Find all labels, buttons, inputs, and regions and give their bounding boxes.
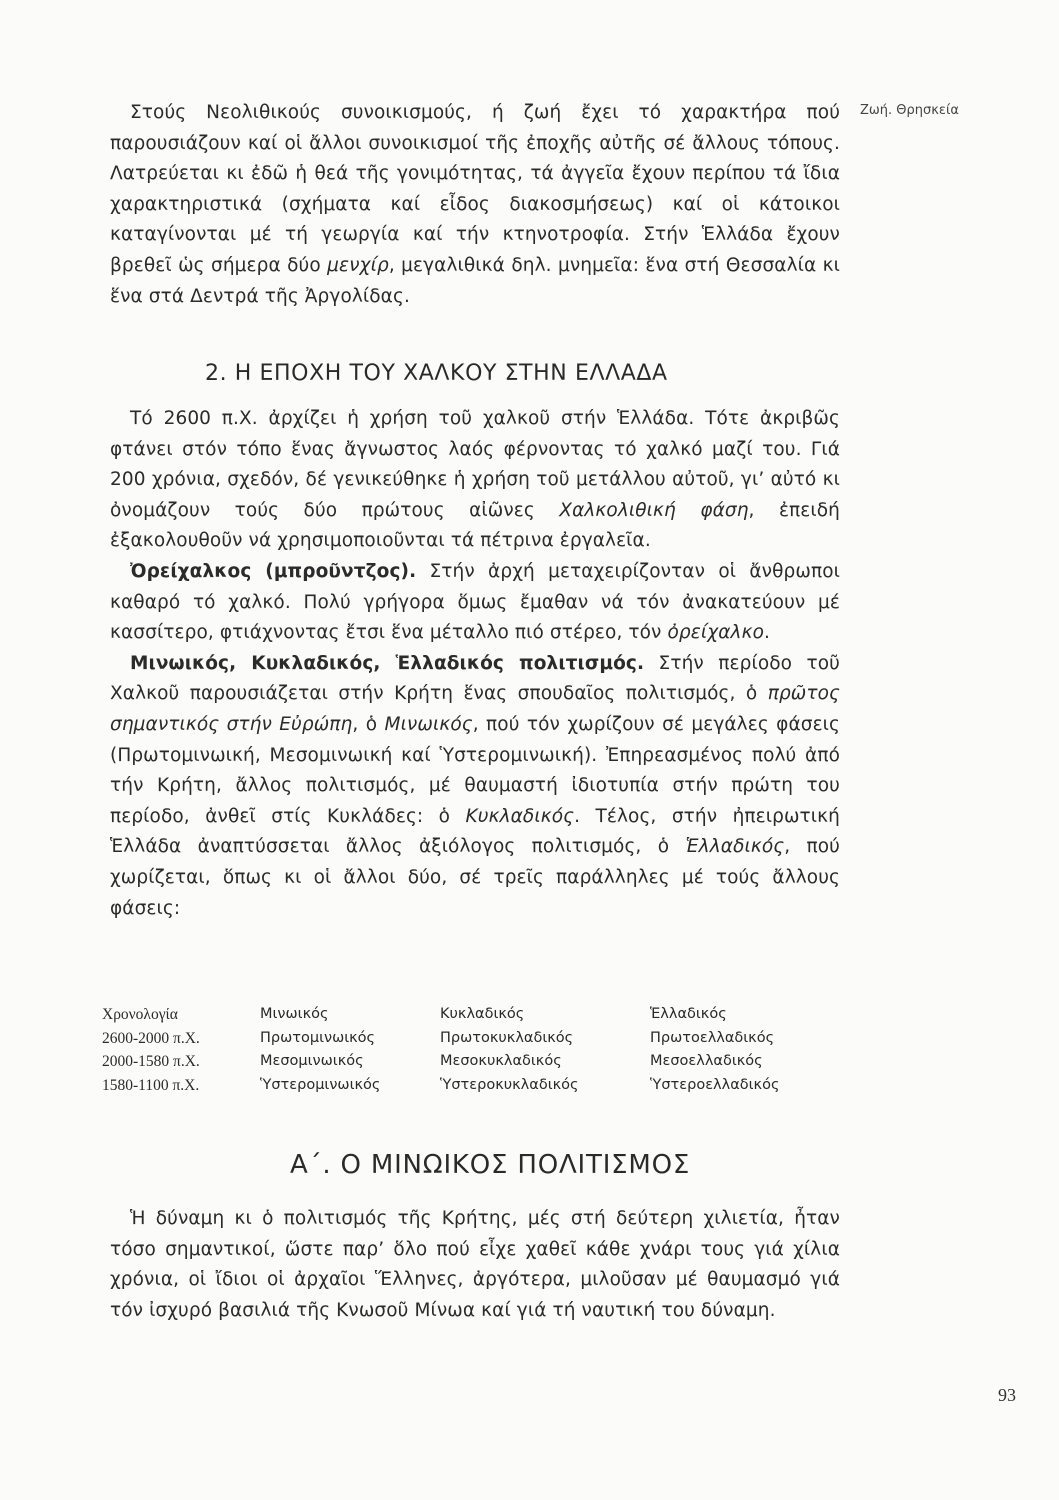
header-cell: Ἑλλαδικός bbox=[650, 1006, 727, 1022]
table-cell: Πρωτοελλαδικός bbox=[650, 1029, 775, 1046]
table-row bbox=[102, 1053, 779, 1077]
table-cell: Πρωτοκυκλαδικός bbox=[440, 1029, 574, 1046]
header-cell: Χρονολογία bbox=[102, 1006, 178, 1023]
p2-text-a: Στήν ἀρχή μεταχειρίζονταν οἱ ἄνθρωποι καθαρό τό χαλκό. Πολύ γρήγορα ὅμως ἔμαθαν νά τόν ἀνακατεύουν μέ κασσίτερο, φτιάχνοντας ἔτσι ἕνα μέταλλο πιό στέρεο, τόν bbox=[110, 560, 840, 644]
intro-italic: μενχίρ bbox=[327, 254, 389, 276]
paragraph-civilizations bbox=[110, 649, 840, 924]
table-cell: Ὑστερομινωικός bbox=[260, 1076, 381, 1093]
p2-text-b: . bbox=[764, 622, 771, 644]
p1-italic: Χαλκολιθική φάση bbox=[559, 499, 749, 521]
intro-text: Στούς Νεολιθικούς συνοικισμούς, ή ζωή ἔχει τό χαρακτήρα πού παρουσιάζουν καί οἱ ἄλλοι συνοικισμοί τῆς ἐποχῆς αὐτῆς σέ ἄλλους τόπους. Λατρεύεται κι ἐδῶ ἡ θεά τῆς γονιμότητας, τά ἀγγεῖα ἔχουν περίπου τά ἴδια χαρακτηριστικά (σχήματα καί εἶδος διακοσμήσεως) καί οἱ κάτοικοι καταγίνονται μέ τή γεωργία καί τήν κτηνοτροφία. Στήν Ἑλλάδα ἔχουν βρεθεῖ ὡς σήμερα δύο bbox=[110, 102, 840, 276]
margin-note: Ζωή. Θρησκεία bbox=[860, 103, 959, 118]
page-number: 93 bbox=[998, 1385, 1016, 1405]
chapter-paragraph bbox=[110, 1204, 840, 1326]
p3-text-b: , ὁ bbox=[352, 713, 378, 735]
intro-paragraph bbox=[110, 98, 840, 312]
table-row bbox=[102, 1030, 779, 1054]
p3-text-c: , πού τόν χωρίζουν σέ μεγάλες φάσεις (Πρωτομινωική, Μεσομινωική καί Ὑστερομινωική). Ἐπηρεασμένος πολύ ἀπό τήν Κρήτη, ἄλλος πολιτισμός, μέ θαυμαστή ἰδιοτυπία στήν πρώτη του περίοδο, ἀνθεῖ στίς Κυκλάδες: ὁ bbox=[110, 713, 840, 827]
table-cell: Μεσοελλαδικός bbox=[650, 1053, 763, 1069]
p3-text-d: . Τέλος, στήν ἠπειρωτική Ἑλλάδα ἀναπτύσσεται ἄλλος ἀξιόλογος πολιτισμός, ὁ bbox=[110, 805, 840, 858]
table-cell: Μεσοκυκλαδικός bbox=[440, 1053, 562, 1069]
table-cell: 2600-2000 π.Χ. bbox=[102, 1029, 200, 1047]
table-row bbox=[102, 1077, 779, 1101]
p3-italic-4: Ἑλλαδικός bbox=[685, 836, 785, 858]
table-cell: Ὑστεροκυκλαδικός bbox=[440, 1076, 579, 1093]
p3-italic-1: πρῶτος σημαντικός στήν Εὐρώπη bbox=[110, 683, 840, 735]
paragraph-copper bbox=[110, 404, 840, 557]
p3-heading: Μινωικός, Κυκλαδικός, Ἑλλαδικός πολιτισμός. bbox=[130, 652, 645, 674]
table-header-row bbox=[102, 1006, 779, 1030]
table-cell: Ὑστεροελλαδικός bbox=[650, 1076, 780, 1093]
table-cell: Πρωτομινωικός bbox=[260, 1029, 376, 1046]
p1-text-b: , ἐπειδή ἐξακολουθοῦν νά χρησιμοποιοῦνται τά πέτρινα ἐργαλεῖα. bbox=[110, 499, 840, 552]
p3-text-a: Στήν περίοδο τοῦ Χαλκοῦ παρουσιάζεται στήν Κρήτη ἕνας σπουδαῖος πολιτισμός, ὁ bbox=[110, 652, 840, 705]
section-body bbox=[110, 404, 840, 924]
p3-text-e: , πού χωρίζεται, ὅπως κι οἱ ἄλλοι δύο, σέ τρεῖς παράλληλες μέ τούς ἄλλους φάσεις: bbox=[110, 836, 840, 919]
chapter-text: Ἡ δύναμη κι ὁ πολιτισμός τῆς Κρήτης, μές στή δεύτερη χιλιετία, ἦταν τόσο σημαντικοί, ὥστε παρ’ ὅλο πού εἶχε χαθεῖ κάθε χνάρι τους γιά χίλια χρόνια, οἱ ἴδιοι οἱ ἀρχαῖοι Ἕλληνες, ἀργότερα, μιλοῦσαν μέ θαυμασμό γιά τόν ἰσχυρό βασιλιά τῆς Κνωσοῦ Μίνωα καί γιά τή ναυτική του δύναμη. bbox=[110, 1208, 840, 1321]
table-cell: 1580-1100 π.Χ. bbox=[102, 1076, 200, 1094]
p3-italic-3: Κυκλαδικός bbox=[465, 805, 575, 827]
header-cell: Κυκλαδικός bbox=[440, 1006, 525, 1022]
table-cell: Μεσομινωικός bbox=[260, 1053, 364, 1069]
chapter-title: Α΄. Ο ΜΙΝΩΙΚΟΣ ΠΟΛΙΤΙΣΜΟΣ bbox=[290, 1150, 691, 1180]
chronology-table bbox=[102, 1006, 822, 1100]
intro-tail: , μεγαλιθικά δηλ. μνημεῖα: ἕνα στή Θεσσαλία κι ἕνα στά Δεντρά τῆς Ἀργολίδας. bbox=[110, 254, 840, 307]
section-title: 2. Η ΕΠΟΧΗ ΤΟΥ ΧΑΛΚΟΥ ΣΤΗΝ ΕΛΛΑΔΑ bbox=[205, 361, 668, 386]
header-cell: Μινωικός bbox=[260, 1006, 329, 1022]
table-cell: 2000-1580 π.Χ. bbox=[102, 1053, 200, 1070]
paragraph-bronze bbox=[110, 557, 840, 649]
p3-italic-2: Μινωικός bbox=[384, 713, 473, 735]
p2-heading: Ὀρείχαλκος (μπροῦντζος). bbox=[130, 560, 417, 582]
p1-text-a: Τό 2600 π.Χ. ἀρχίζει ἡ χρήση τοῦ χαλκοῦ στήν Ἑλλάδα. Τότε ἀκριβῶς φτάνει στόν τόπο ἕνας ἄγνωστος λαός φέρνοντας τό χαλκό μαζί του. Γιά 200 χρόνια, σχεδόν, δέ γενικεύθηκε ἡ χρήση τοῦ μετάλλου αὐτοῦ, γι’ αὐτό κι ὀνομάζουν τούς δύο πρώτους αἰῶνες bbox=[110, 408, 840, 521]
p2-italic: ὀρείχαλκο bbox=[667, 622, 765, 644]
